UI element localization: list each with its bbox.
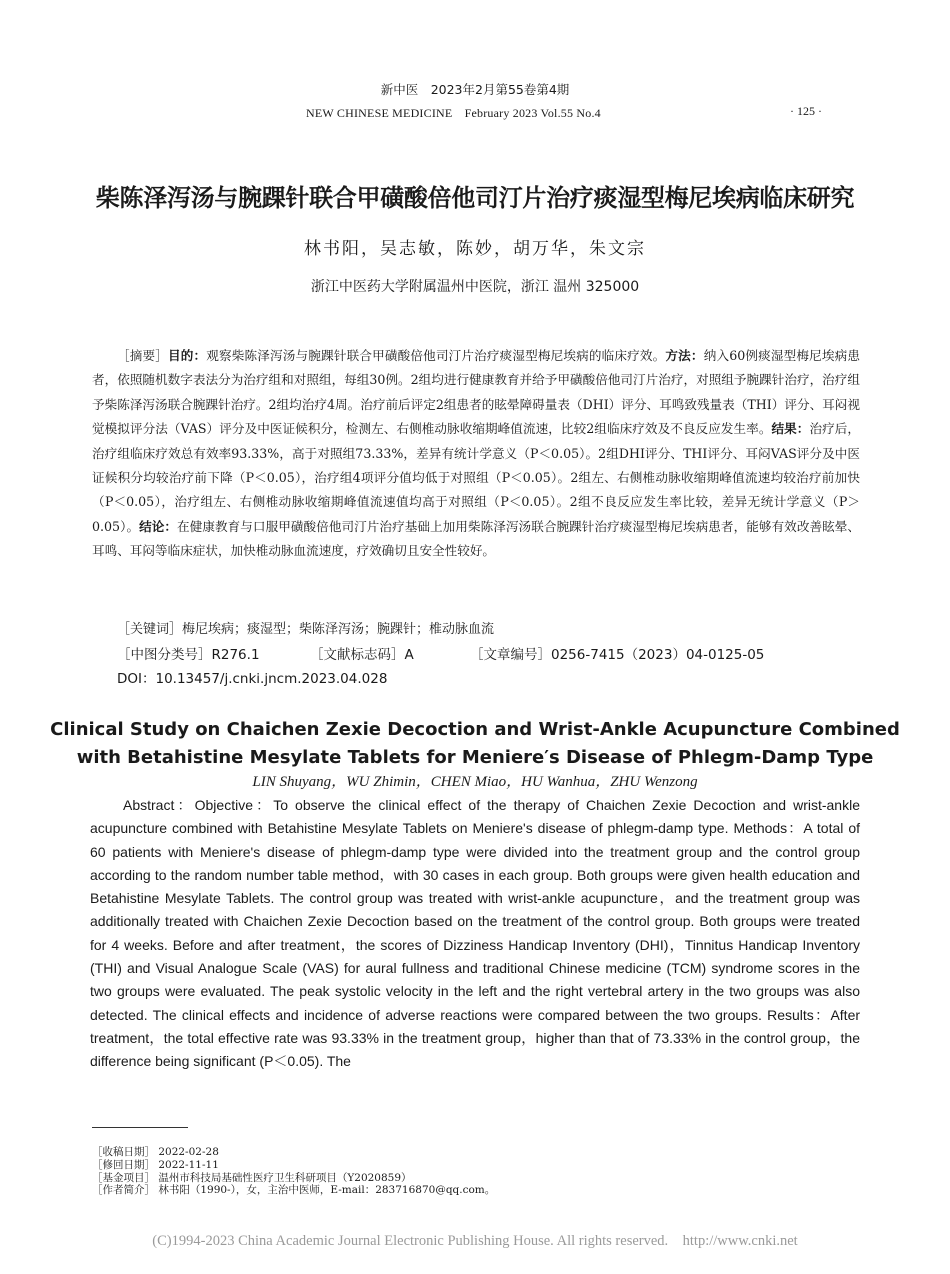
objective-label-cn: 目的：: [168, 348, 207, 363]
abstract-cn-label: ［摘要］: [117, 348, 169, 363]
keywords-text: 梅尼埃病；痰湿型；柴陈泽泻汤；腕踝针；椎动脉血流: [182, 622, 495, 637]
title-en-line-1: Clinical Study on Chaichen Zexie Decoction and Wrist-Ankle Acupuncture Combined: [50, 719, 900, 740]
results-label-cn: 结果：: [771, 421, 810, 437]
abstract-cn: [92, 344, 860, 564]
journal-header-cn: 新中医 2023年2月第55卷第4期: [380, 82, 570, 97]
authors-en: LIN Shuyang，WU Zhimin，CHEN Miao，HU Wanhua，ZHU Wenzong: [252, 774, 698, 790]
results-label-en: Results：: [767, 1006, 831, 1023]
abstract-en-label: Abstract：: [123, 797, 195, 813]
methods-label-cn: 方法：: [665, 348, 704, 363]
methods-en: A total of 60 patients with Meniere's disease of phlegm-damp type were divided into the treatment group and the control group according to the random number table method，with 30 cases in each group. Both groups were given health education and Betahistine Mesylate Tablets. The control group was treated with wrist-ankle acupuncture，and the treatment group was additionally treated with Chaichen Zexie Decoction based on the treatment of the control group. Both groups were treated for 4 weeks. Before and after treatment，the scores of Dizziness Handicap Inventory (DHI)，Tinnitus Handicap Inventory (THI) and Visual Analogue Scale (VAS) for aural fullness and traditional Chinese medicine (TCM) syndrome scores in the two groups were evaluated. The peak systolic velocity in the left and the right vertebral artery in the two groups was also detected. The clinical effects and incidence of adverse reactions were compared between the two groups.: [90, 820, 861, 1023]
objective-cn: 观察柴陈泽泻汤与腕踝针联合甲磺酸倍他司汀片治疗痰湿型梅尼埃病的临床疗效。: [206, 348, 666, 363]
authors-cn: 林书阳，吴志敏，陈妙，胡万华，朱文宗: [304, 239, 646, 259]
methods-cn: 纳入60例痰湿型梅尼埃病患者，依照随机数字表法分为治疗组和对照组，每组30例。2组均进行健康教育并给予甲磺酸倍他司汀片治疗，对照组予腕踝针治疗，治疗组予柴陈泽泻汤联合腕踝针治疗。2组均治疗4周。治疗前后评定2组患者的眩晕障碍量表（DHI）评分、耳鸣致残量表（THI）评分、耳闷视觉模拟评分法（VAS）评分及中医证候积分，检测左、右侧椎动脉收缩期峰值流速，比较2组临床疗效及不良反应发生率。: [92, 348, 861, 437]
objective-label-en: Objective：: [194, 797, 274, 813]
keywords-label: ［关键词］: [117, 622, 183, 637]
conclusion-cn: 在健康教育与口服甲磺酸倍他司汀片治疗基础上加用柴陈泽泻汤联合腕踝针治疗痰湿型梅尼埃病患者，能够有效改善眩晕、耳鸣、耳闷等临床症状，加快椎动脉血流速度，疗效确切且安全性较好。: [92, 518, 861, 559]
results-cn: 治疗后，治疗组临床疗效总有效率93.33%，高于对照组73.33%，差异有统计学意义（P＜0.05）。2组DHI评分、THI评分、耳闷VAS评分及中医证候积分均较治疗前下降（P＜0.05），治疗组4项评分值均低于对照组（P＜0.05）。2组左、右侧椎动脉收缩期峰值流速均较治疗前加快（P＜0.05），治疗组左、右侧椎动脉收缩期峰值流速值均高于对照组（P＜0.05）。2组不良反应发生率比较，差异无统计学意义（P＞0.05）。: [92, 421, 861, 534]
clc-number: ［中图分类号］R276.1: [117, 647, 260, 663]
revised-date: ［修回日期］ 2022-11-11: [92, 1158, 219, 1171]
footnotes: [92, 1146, 495, 1197]
copyright-footer: (C)1994-2023 China Academic Journal Electronic Publishing House. All rights reserved. http://www.cnki.net: [152, 1233, 798, 1249]
title-cn: 柴陈泽泻汤与腕踝针联合甲磺酸倍他司汀片治疗痰湿型梅尼埃病临床研究: [95, 183, 855, 212]
page-number: · 125 ·: [790, 104, 822, 118]
document-code: ［文献标志码］A: [310, 647, 414, 663]
doi: DOI：10.13457/j.cnki.jncm.2023.04.028: [117, 671, 388, 687]
footnote-divider: [92, 1127, 188, 1128]
journal-header-en: NEW CHINESE MEDICINE February 2023 Vol.55 No.4: [306, 106, 601, 120]
title-en: [0, 716, 950, 772]
methods-label-en: Methods：: [733, 820, 804, 837]
classification-line: [117, 643, 764, 663]
keywords: [117, 618, 494, 637]
fund-project: ［基金项目］ 温州市科技局基础性医疗卫生科研项目（Y2020859）: [92, 1171, 412, 1184]
conclusion-label-cn: 结论：: [139, 518, 178, 534]
author-bio: ［作者简介］ 林书阳（1990-），女，主治中医师，E-mail：283716870@qq.com。: [92, 1184, 496, 1197]
article-number: ［文章编号］0256-7415（2023）04-0125-05: [470, 647, 765, 663]
affiliation-cn: 浙江中医药大学附属温州中医院，浙江 温州 325000: [310, 279, 640, 295]
results-en: After treatment，the total effective rate was 93.33% in the treatment group，higher than that of 73.33% in the control group，the difference being significant (P＜0.05). The: [90, 1006, 861, 1070]
received-date: ［收稿日期］ 2022-02-28: [92, 1146, 219, 1158]
objective-en: To observe the clinical effect of the therapy of Chaichen Zexie Decoction and wrist-ankle acupuncture combined with Betahistine Mesylate Tablets on Meniere's disease of phlegm-damp type.: [90, 797, 860, 837]
abstract-en: [90, 794, 860, 1074]
title-en-line-2: with Betahistine Mesylate Tablets for Meniere′s Disease of Phlegm-Damp Type: [76, 747, 874, 768]
